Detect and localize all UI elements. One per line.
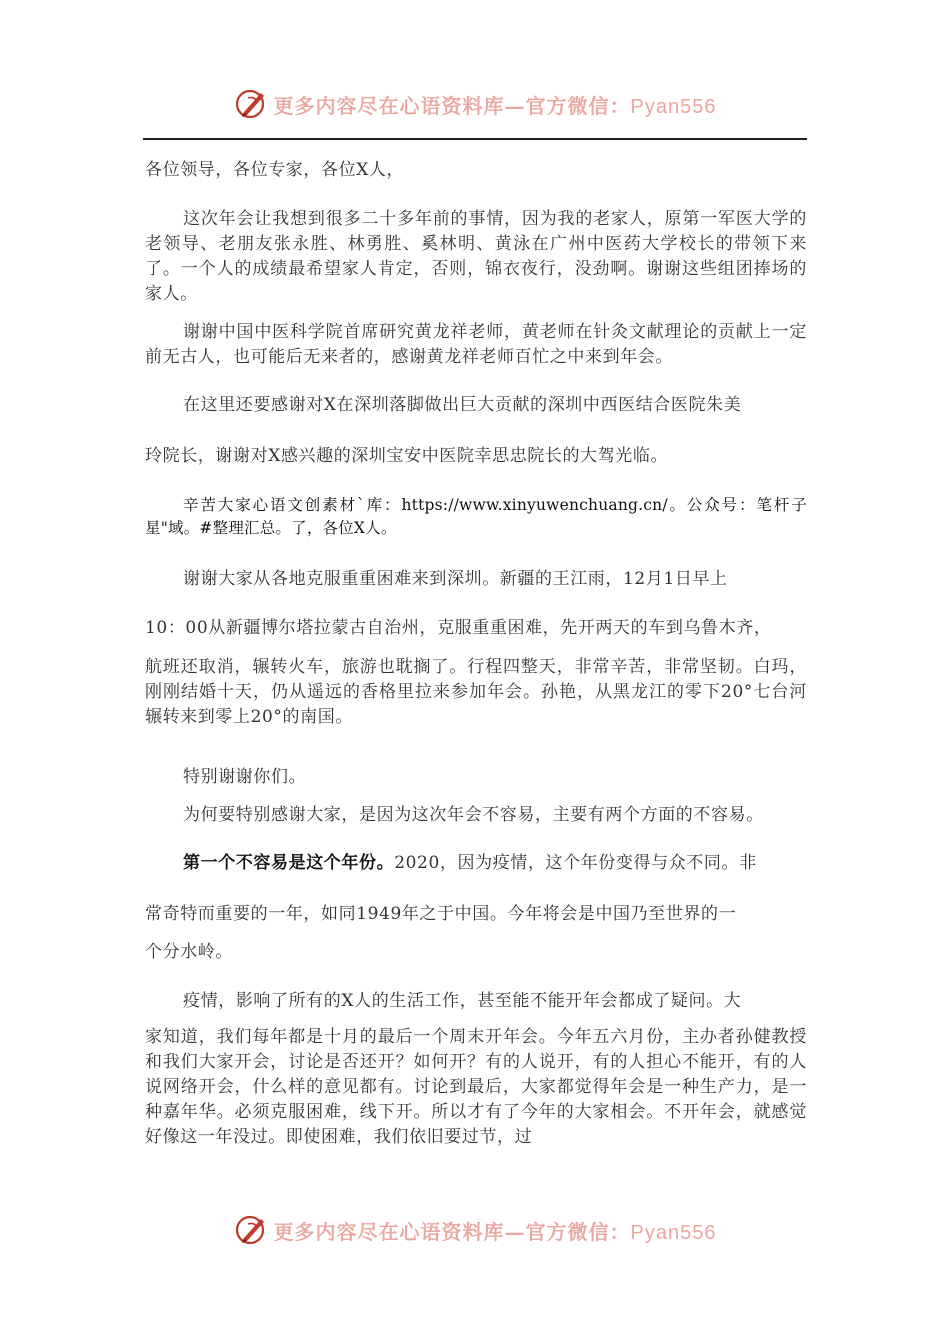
paragraph-2: 谢谢中国中医科学院首席研究黄龙祥老师，黄老师在针灸文献理论的贡献上一定前无古人，也可能后无来者的，感谢黄龙祥老师百忙之中来到年会。 bbox=[145, 322, 807, 367]
paragraph-4: 辛苦大家心语文创素材`库：https://www.xinyuwenchuang.cn/。公众号：笔杆子星"域。#整理汇总。了，各位X人。 bbox=[145, 496, 807, 537]
paragraph-7: 为何要特别感谢大家，是因为这次年会不容易，主要有两个方面的不容易。 bbox=[183, 805, 764, 825]
header-banner-text: 更多内容尽在心语资料库—官方微信：Pyan556 bbox=[273, 93, 717, 118]
paragraph-3-line-2: 玲院长，谢谢对X感兴趣的深圳宝安中医院幸思忠院长的大驾光临。 bbox=[145, 446, 669, 466]
paragraph-5-line-2: 10：00从新疆博尔塔拉蒙古自治州，克服重重困难，先开两天的车到乌鲁木齐， bbox=[145, 618, 772, 638]
greeting: 各位领导，各位专家，各位X人， bbox=[145, 160, 405, 180]
footer-banner-text: 更多内容尽在心语资料库—官方微信：Pyan556 bbox=[273, 1219, 717, 1244]
paragraph-8-line-3: 个分水岭。 bbox=[145, 942, 233, 962]
paragraph-1: 这次年会让我想到很多二十多年前的事情，因为我的老家人，原第一军医大学的老领导、老朋友张永胜、林勇胜、奚林明、黄泳在广州中医药大学校长的带领下来了。一个人的成绩最希望家人肯定，否则，锦衣夜行，没劲啊。谢谢这些组团捧场的家人。 bbox=[145, 209, 807, 304]
pen-logo-icon bbox=[234, 86, 270, 122]
header-banner bbox=[0, 82, 950, 126]
paragraph-8-rest: 2020，因为疫情，这个年份变得与众不同。非 bbox=[394, 853, 757, 873]
paragraph-8-line-2: 常奇特而重要的一年，如同1949年之于中国。今年将会是中国乃至世界的一 bbox=[145, 904, 737, 924]
paragraph-6: 特别谢谢你们。 bbox=[183, 767, 307, 787]
paragraph-8-bold: 第一个不容易是这个年份。 bbox=[183, 853, 395, 873]
paragraph-8-line-1 bbox=[145, 851, 807, 876]
paragraph-9-line-2: 家知道，我们每年都是十月的最后一个周末开年会。今年五六月份，主办者孙健教授和我们大家开会，讨论是否还开？如何开？有的人说开，有的人担心不能开，有的人说网络开会，什么样的意见都有。讨论到最后，大家都觉得年会是一种生产力，是一种嘉年华。必须克服困难，线下开。所以才有了今年的大家相会。不开年会，就感觉好像这一年没过。即使困难，我们依旧要过节，过 bbox=[145, 1027, 807, 1147]
paragraph-3-line-1: 在这里还要感谢对X在深圳落脚做出巨大贡献的深圳中西医结合医院朱美 bbox=[183, 395, 742, 415]
paragraph-9-line-1: 疫情，影响了所有的X人的生活工作，甚至能不能开年会都成了疑问。大 bbox=[183, 991, 742, 1011]
pen-logo-icon bbox=[234, 1212, 270, 1248]
paragraph-5-line-3: 航班还取消，辗转火车，旅游也耽搁了。行程四整天，非常辛苦，非常坚韧。白玛，刚刚结婚十天，仍从遥远的香格里拉来参加年会。孙艳，从黑龙江的零下20°七台河辗转来到零上20°的南国。 bbox=[145, 657, 807, 727]
footer-banner bbox=[0, 1208, 950, 1252]
header-divider bbox=[143, 138, 807, 140]
paragraph-5-line-1: 谢谢大家从各地克服重重困难来到深圳。新疆的王江雨，12月1日早上 bbox=[183, 569, 728, 589]
